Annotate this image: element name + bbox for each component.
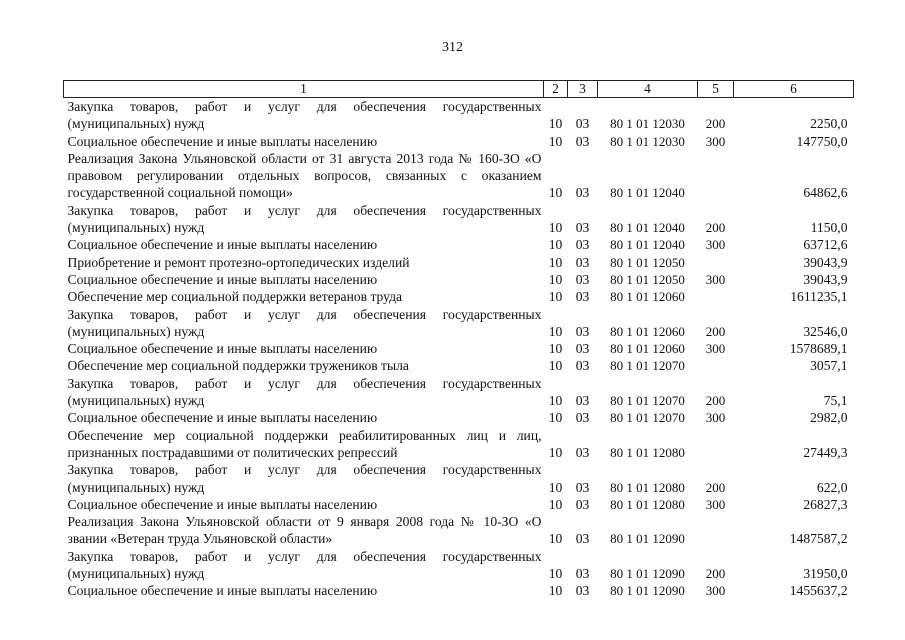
row-subsection: 03 — [575, 566, 590, 582]
row-target-code: 80 1 01 12040 — [610, 237, 685, 253]
row-expense-type: 300 — [705, 133, 726, 149]
table-row — [64, 288, 854, 305]
row-expense-type — [698, 427, 734, 462]
row-amount: 2250,0 — [810, 116, 848, 132]
row-expense-type: 300 — [705, 237, 726, 253]
table-row — [64, 548, 854, 583]
row-subsection: 03 — [575, 496, 590, 512]
row-section: 10 — [548, 237, 563, 253]
header-col-1: 1 — [64, 81, 544, 98]
table-header — [64, 81, 854, 98]
header-col-6: 6 — [734, 81, 854, 98]
row-subsection: 03 — [575, 341, 590, 357]
row-expense-type: 200 — [705, 479, 726, 495]
table-row — [64, 306, 854, 341]
row-section: 10 — [548, 116, 563, 132]
row-target-code: 80 1 01 12080 — [610, 479, 685, 495]
row-amount: 1455637,2 — [789, 583, 848, 599]
row-section: 10 — [548, 566, 563, 582]
row-target-code: 80 1 01 12030 — [610, 133, 685, 149]
table-row — [64, 375, 854, 410]
row-amount: 1487587,2 — [789, 531, 848, 547]
row-amount: 3057,1 — [810, 358, 848, 374]
row-amount: 147750,0 — [796, 133, 848, 149]
row-section: 10 — [548, 254, 563, 270]
row-section: 10 — [548, 358, 563, 374]
row-section: 10 — [548, 220, 563, 236]
row-description: Социальное обеспечение и иные выплаты населению — [67, 496, 378, 512]
table-row — [64, 150, 854, 202]
row-expense-type: 300 — [705, 583, 726, 599]
row-target-code: 80 1 01 12060 — [610, 323, 685, 339]
row-target-code: 80 1 01 12050 — [610, 271, 685, 287]
table-row — [64, 496, 854, 513]
row-description: Закупка товаров, работ и услуг для обеспечения государственных (муниципальных) нужд — [67, 99, 542, 132]
table-row — [64, 427, 854, 462]
row-description: Обеспечение мер социальной поддержки ветеранов труда — [67, 289, 403, 305]
table-row — [64, 236, 854, 253]
row-description: Закупка товаров, работ и услуг для обеспечения государственных (муниципальных) нужд — [67, 306, 542, 339]
row-target-code: 80 1 01 12070 — [610, 393, 685, 409]
table-row — [64, 513, 854, 548]
row-section: 10 — [548, 583, 563, 599]
row-description: Реализация Закона Ульяновской области от 9 января 2008 года № 10-ЗО «О звании «Ветеран труда Ульяновской области» — [67, 514, 542, 547]
row-subsection: 03 — [575, 444, 590, 460]
row-amount: 31950,0 — [803, 566, 848, 582]
row-amount: 26827,3 — [803, 496, 848, 512]
row-amount: 64862,6 — [803, 185, 848, 201]
row-section: 10 — [548, 341, 563, 357]
row-description: Социальное обеспечение и иные выплаты населению — [67, 271, 378, 287]
header-col-3: 3 — [568, 81, 598, 98]
row-description: Социальное обеспечение и иные выплаты населению — [67, 410, 378, 426]
row-target-code: 80 1 01 12070 — [610, 358, 685, 374]
row-subsection: 03 — [575, 479, 590, 495]
row-subsection: 03 — [575, 393, 590, 409]
row-subsection: 03 — [575, 254, 590, 270]
row-expense-type — [698, 513, 734, 548]
header-row — [64, 81, 854, 98]
row-expense-type — [698, 357, 734, 374]
table-row — [64, 357, 854, 374]
row-expense-type: 200 — [705, 323, 726, 339]
row-target-code: 80 1 01 12040 — [610, 185, 685, 201]
row-expense-type — [698, 150, 734, 202]
row-subsection: 03 — [575, 531, 590, 547]
row-amount: 63712,6 — [803, 237, 848, 253]
row-section: 10 — [548, 444, 563, 460]
row-section: 10 — [548, 479, 563, 495]
row-section: 10 — [548, 271, 563, 287]
row-description: Социальное обеспечение и иные выплаты населению — [67, 583, 378, 599]
row-section: 10 — [548, 410, 563, 426]
row-amount: 39043,9 — [803, 271, 848, 287]
row-subsection: 03 — [575, 133, 590, 149]
row-subsection: 03 — [575, 116, 590, 132]
row-section: 10 — [548, 496, 563, 512]
row-description: Реализация Закона Ульяновской области от 31 августа 2013 года № 160-ЗО «О правовом регулировании отдельных вопросов, связанных с оказанием государственной социальной помощи» — [67, 150, 542, 201]
row-description: Обеспечение мер социальной поддержки реабилитированных лиц и лиц, признанных пострадавшими от политических репрессий — [67, 427, 542, 460]
row-target-code: 80 1 01 12060 — [610, 289, 685, 305]
row-target-code: 80 1 01 12040 — [610, 220, 685, 236]
budget-table — [63, 80, 854, 600]
row-subsection: 03 — [575, 237, 590, 253]
row-description: Социальное обеспечение и иные выплаты населению — [67, 341, 378, 357]
row-amount: 1150,0 — [810, 220, 848, 236]
row-expense-type: 300 — [705, 410, 726, 426]
row-description: Социальное обеспечение и иные выплаты населению — [67, 237, 378, 253]
row-amount: 32546,0 — [803, 323, 848, 339]
row-target-code: 80 1 01 12050 — [610, 254, 685, 270]
table-row — [64, 461, 854, 496]
table-body — [64, 98, 854, 600]
row-section: 10 — [548, 531, 563, 547]
page-number: 312 — [442, 40, 463, 55]
row-subsection: 03 — [575, 323, 590, 339]
row-expense-type: 300 — [705, 341, 726, 357]
row-section: 10 — [548, 133, 563, 149]
header-col-5: 5 — [698, 81, 734, 98]
row-amount: 1578689,1 — [789, 341, 848, 357]
table-row — [64, 133, 854, 150]
row-description: Закупка товаров, работ и услуг для обеспечения государственных (муниципальных) нужд — [67, 375, 542, 409]
table-row — [64, 254, 854, 271]
table-row — [64, 409, 854, 426]
row-expense-type: 300 — [705, 496, 726, 512]
row-section: 10 — [548, 393, 563, 409]
row-subsection: 03 — [575, 583, 590, 599]
row-target-code: 80 1 01 12060 — [610, 341, 685, 357]
row-description: Закупка товаров, работ и услуг для обеспечения государственных (муниципальных) нужд — [67, 462, 542, 495]
row-description: Закупка товаров, работ и услуг для обеспечения государственных (муниципальных) нужд — [67, 548, 542, 582]
row-amount: 75,1 — [823, 393, 848, 409]
row-amount: 2982,0 — [810, 410, 848, 426]
row-expense-type — [698, 254, 734, 271]
header-col-2: 2 — [544, 81, 568, 98]
row-target-code: 80 1 01 12030 — [610, 116, 685, 132]
row-target-code: 80 1 01 12080 — [610, 444, 685, 460]
row-expense-type: 200 — [705, 116, 726, 132]
row-target-code: 80 1 01 12070 — [610, 410, 685, 426]
row-description: Социальное обеспечение и иные выплаты населению — [67, 133, 378, 149]
row-subsection: 03 — [575, 410, 590, 426]
row-section: 10 — [548, 185, 563, 201]
row-expense-type: 200 — [705, 220, 726, 236]
row-target-code: 80 1 01 12090 — [610, 531, 685, 547]
row-amount: 622,0 — [816, 479, 848, 495]
row-subsection: 03 — [575, 271, 590, 287]
row-amount: 27449,3 — [803, 444, 848, 460]
table-row — [64, 340, 854, 357]
row-section: 10 — [548, 289, 563, 305]
row-subsection: 03 — [575, 185, 590, 201]
row-subsection: 03 — [575, 358, 590, 374]
row-amount: 1611235,1 — [790, 289, 848, 305]
row-target-code: 80 1 01 12090 — [610, 566, 685, 582]
row-description: Обеспечение мер социальной поддержки тружеников тыла — [67, 358, 409, 374]
row-description: Закупка товаров, работ и услуг для обеспечения государственных (муниципальных) нужд — [67, 202, 542, 236]
row-section: 10 — [548, 323, 563, 339]
row-amount: 39043,9 — [803, 254, 848, 270]
row-expense-type: 200 — [705, 566, 726, 582]
table-row — [64, 98, 854, 133]
table-row — [64, 271, 854, 288]
row-subsection: 03 — [575, 289, 590, 305]
row-target-code: 80 1 01 12080 — [610, 496, 685, 512]
row-target-code: 80 1 01 12090 — [610, 583, 685, 599]
row-subsection: 03 — [575, 220, 590, 236]
header-col-4: 4 — [598, 81, 698, 98]
table-row — [64, 202, 854, 237]
table-row — [64, 582, 854, 599]
row-expense-type — [698, 288, 734, 305]
row-description: Приобретение и ремонт протезно-ортопедических изделий — [67, 254, 410, 270]
row-expense-type: 200 — [705, 393, 726, 409]
row-expense-type: 300 — [705, 271, 726, 287]
